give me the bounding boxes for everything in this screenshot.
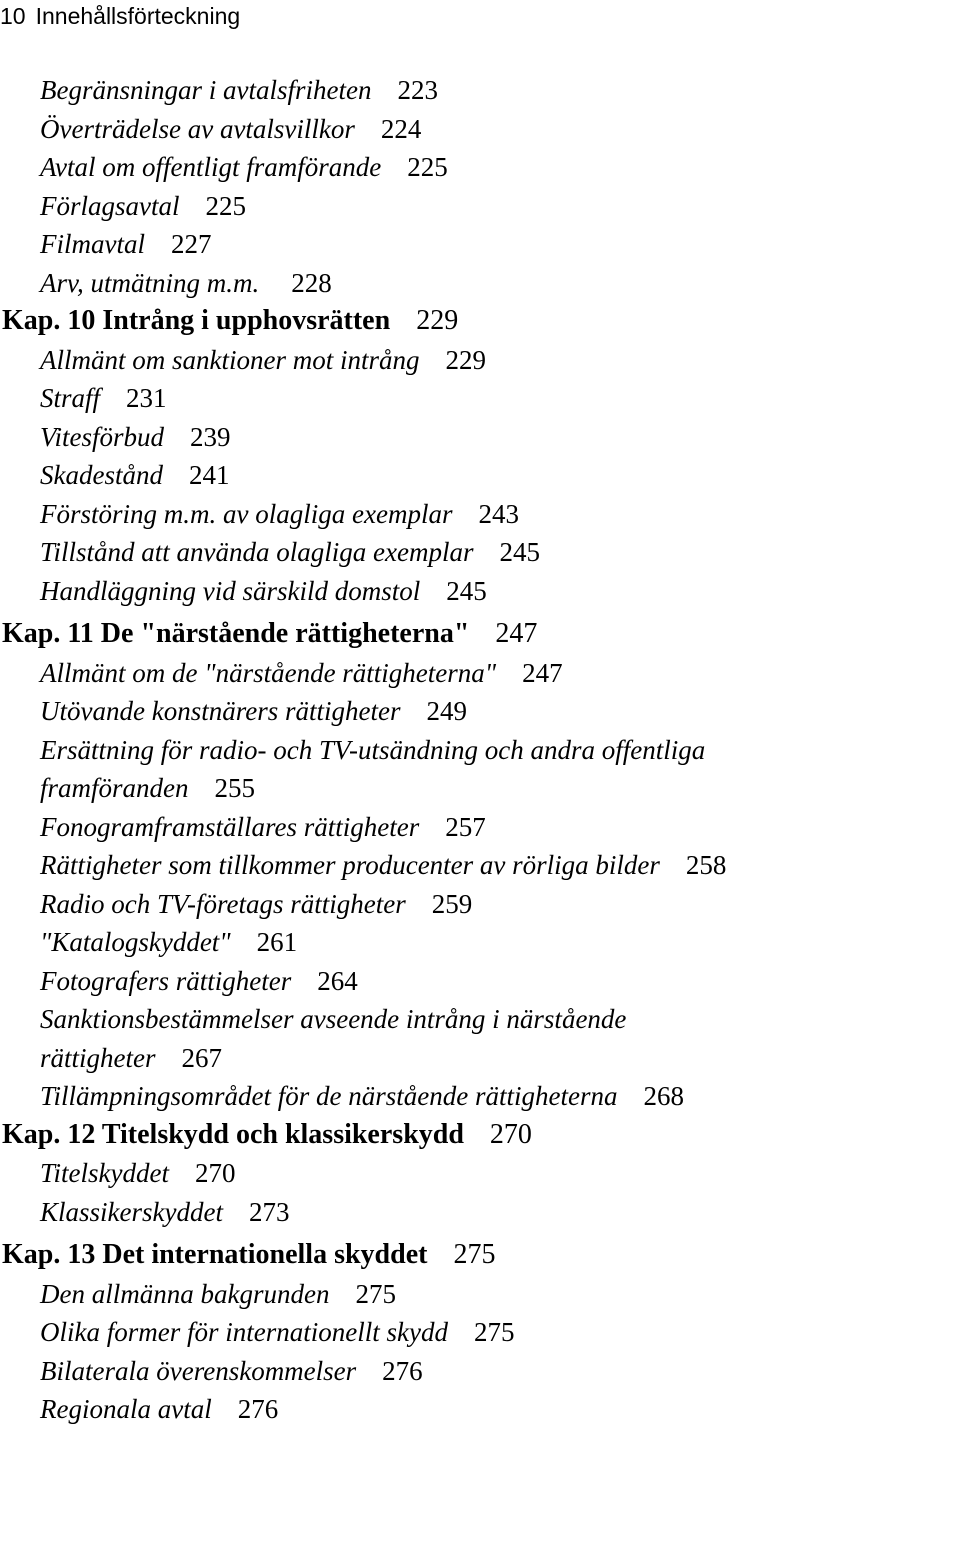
toc-entry <box>0 1275 930 1314</box>
toc-entry <box>0 148 930 187</box>
toc-entry <box>0 923 930 962</box>
toc-entry-title: Straff <box>40 383 101 413</box>
toc-entry-title: Radio och TV-företags rättigheter <box>40 888 406 919</box>
toc-entry <box>0 1352 930 1391</box>
toc-entry <box>0 187 930 226</box>
toc-entry-title: Olika former för internationellt skydd <box>40 1317 448 1347</box>
toc-entry <box>0 341 930 380</box>
toc-entry-page: 224 <box>380 113 422 144</box>
toc-entry <box>0 572 930 611</box>
toc-entry-page: 231 <box>126 383 167 413</box>
toc-entry-title: Överträdelse av avtalsvillkor <box>40 113 355 144</box>
toc-entry-title: Klassikerskyddet <box>40 1196 223 1227</box>
toc-chapter-page: 270 <box>489 1118 532 1150</box>
toc-chapter-page: 229 <box>416 305 459 336</box>
toc-entry-title: Regionala avtal <box>40 1394 212 1424</box>
toc-chapter <box>0 302 930 341</box>
toc-entry-page: 228 <box>291 267 332 298</box>
toc-chapter-title: Kap. 11 De "närstående rättigheterna" <box>2 618 470 649</box>
toc-entry-title: Förstöring m.m. av olagliga exemplar <box>40 498 453 529</box>
toc-entry-page: 245 <box>446 575 487 606</box>
toc-entry-title: Allmänt om sanktioner mot intrång <box>40 344 420 375</box>
toc-entry-title: Allmänt om de "närstående rättigheterna" <box>40 657 497 688</box>
toc-entry-page: 243 <box>478 498 519 529</box>
toc-entry-page: 268 <box>643 1081 684 1111</box>
toc-entry-title: Filmavtal <box>40 229 145 259</box>
toc-entry-title: Tillämpningsområdet för de närstående rättigheterna <box>40 1081 618 1111</box>
toc-entry-page: 261 <box>256 927 298 957</box>
toc-entry-title: Skadestånd <box>40 460 163 490</box>
toc-entry-title: framföranden <box>40 773 189 803</box>
toc-entry <box>0 71 930 110</box>
toc-entry-page: 259 <box>431 888 473 919</box>
toc-entry-page: 264 <box>317 965 358 996</box>
toc-entry-title: Ersättning för radio- och TV-utsändning och andra offentliga <box>40 734 706 765</box>
toc-entry <box>0 110 930 149</box>
toc-entry-title: Utövande konstnärers rättigheter <box>40 696 401 726</box>
toc-entry-page: 225 <box>407 152 448 182</box>
toc-entry-page: 275 <box>473 1317 515 1347</box>
toc-entry <box>0 846 930 885</box>
toc-entry-title: Avtal om offentligt framförande <box>40 152 382 182</box>
table-of-contents <box>0 71 930 1429</box>
toc-entry-title: Förlagsavtal <box>40 190 180 221</box>
toc-entry <box>0 1077 930 1116</box>
toc-entry <box>0 264 930 303</box>
toc-entry-title: Vitesförbud <box>40 421 164 452</box>
toc-entry-page: 273 <box>248 1196 290 1227</box>
toc-chapter-title: Kap. 13 Det internationella skyddet <box>2 1239 428 1270</box>
toc-entry-title: rättigheter <box>40 1042 156 1073</box>
toc-entry-page: 258 <box>685 850 727 880</box>
toc-entry-title: Bilaterala överenskommelser <box>40 1355 357 1386</box>
toc-entry <box>0 1313 930 1352</box>
toc-entry-page: 227 <box>170 229 212 259</box>
toc-entry <box>0 1000 930 1039</box>
toc-entry-title: Tillstånd att använda olagliga exemplar <box>40 537 474 567</box>
toc-entry-title: Handläggning vid särskild domstol <box>40 575 421 606</box>
toc-entry-page: 241 <box>188 460 230 490</box>
page-number: 10 <box>0 3 26 29</box>
toc-chapter-page: 247 <box>495 618 538 649</box>
toc-entry <box>0 654 930 693</box>
toc-entry <box>0 962 930 1001</box>
toc-entry <box>0 1154 930 1193</box>
toc-entry-title: Den allmänna bakgrunden <box>40 1278 330 1309</box>
toc-entry <box>0 692 930 731</box>
toc-chapter <box>0 1116 930 1155</box>
toc-entry-page: 276 <box>237 1394 279 1424</box>
toc-entry <box>0 418 930 457</box>
toc-chapter-page: 275 <box>453 1239 496 1270</box>
toc-entry-page: 249 <box>426 696 467 726</box>
toc-entry <box>0 1039 930 1078</box>
toc-entry-title: Sanktionsbestämmelser avseende intrång i närstående <box>40 1004 627 1034</box>
toc-entry-page: 267 <box>181 1042 222 1073</box>
toc-entry <box>0 379 930 418</box>
toc-entry-page: 255 <box>214 773 255 803</box>
toc-entry <box>0 533 930 572</box>
toc-entry-page: 245 <box>499 537 540 567</box>
toc-entry-page: 225 <box>205 190 246 221</box>
toc-entry-title: Arv, utmätning m.m. <box>40 267 260 298</box>
toc-chapter <box>0 1236 930 1275</box>
toc-entry-title: Titelskyddet <box>40 1158 169 1188</box>
toc-chapter-title: Kap. 10 Intrång i upphovsrätten <box>2 305 391 336</box>
toc-entry-page: 270 <box>194 1158 236 1188</box>
toc-chapter-title: Kap. 12 Titelskydd och klassikerskydd <box>2 1118 464 1150</box>
toc-entry-title: Fotografers rättigheter <box>40 965 292 996</box>
toc-entry-title: "Katalogskyddet" <box>40 927 231 957</box>
toc-entry <box>0 731 930 770</box>
toc-entry-title: Fonogramframställares rättigheter <box>40 811 420 842</box>
toc-entry-page: 247 <box>522 657 563 688</box>
toc-entry <box>0 885 930 924</box>
toc-entry <box>0 808 930 847</box>
page-title: Innehållsförteckning <box>35 3 241 29</box>
toc-entry <box>0 225 930 264</box>
toc-chapter <box>0 615 930 654</box>
toc-entry <box>0 1390 930 1429</box>
page-header <box>0 2 240 30</box>
toc-entry-page: 276 <box>382 1355 423 1386</box>
toc-entry-page: 257 <box>445 811 486 842</box>
toc-entry <box>0 1193 930 1232</box>
toc-entry-title: Begränsningar i avtalsfriheten <box>40 75 372 105</box>
toc-entry-page: 223 <box>397 75 438 105</box>
toc-entry-page: 239 <box>190 421 231 452</box>
toc-entry-title: Rättigheter som tillkommer producenter av rörliga bilder <box>40 850 660 880</box>
toc-entry <box>0 769 930 808</box>
toc-entry-page: 275 <box>355 1278 396 1309</box>
toc-entry-page: 229 <box>445 344 486 375</box>
toc-entry <box>0 495 930 534</box>
toc-entry <box>0 456 930 495</box>
